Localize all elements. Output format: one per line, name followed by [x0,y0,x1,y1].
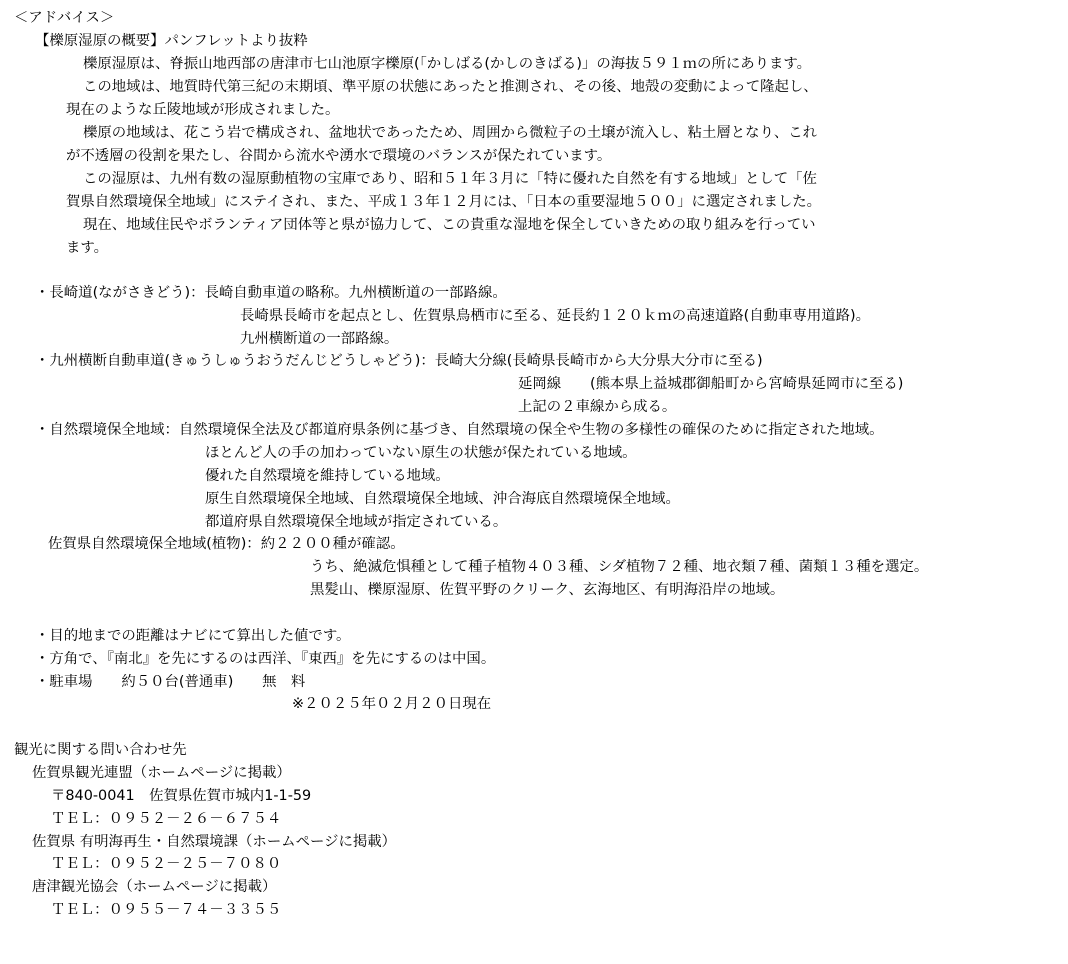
note-parking: ・駐車場 約５０台(普通車) 無 料 [35,674,306,690]
note-nagasaki-expressway: ・長崎道(ながさきどう)：長崎自動車道の略称。九州横断道の一部路線。 [35,285,507,301]
note-continuation-line: 長崎県長崎市を起点とし、佐賀県鳥栖市に至る、延長約１２０ｋｍの高速道路(自動車専用道路)。 [240,308,871,324]
advice-heading: ＜アドバイス＞ [14,10,115,26]
overview-paragraph-line: が不透層の役割を果たし、谷間から流水や湧水で環境のバランスが保たれています。 [66,148,612,164]
overview-paragraph-line: 櫟原の地域は、花こう岩で構成され、盆地状であったため、周囲から微粒子の土壌が流入し、粘土層となり、これ [83,125,818,141]
overview-paragraph-line: 賀県自然環境保全地域」にステイされ、また、平成１３年１２月には、「日本の重要湿地５００」に選定されました。 [66,194,822,210]
overview-paragraph-line: この湿原は、九州有数の湿原動植物の宝庫であり、昭和５１年３月に「特に優れた自然を有する地域」として「佐 [83,171,817,187]
note-nature-conservation-area: ・自然環境保全地域：自然環境保全法及び都道府県条例に基づき、自然環境の保全や生物の多様性の確保のために指定された地域。 [35,422,884,438]
overview-paragraph-line: 現在のような丘陵地域が形成されました。 [66,102,340,118]
contact-phone: ＴＥＬ：０９５２－２５－７０８０ [51,856,282,872]
note-distance: ・目的地までの距離はナビにて算出した値です。 [35,628,351,644]
note-continuation-line: 優れた自然環境を維持している地域。 [205,468,450,484]
note-kyushu-odan-expressway: ・九州横断自動車道(きゅうしゅうおうだんじどうしゃどう)：長崎大分線(長崎県長崎市から大分県大分市に至る) [35,353,763,369]
note-continuation-line: 延岡線 (熊本県上益城郡御船町から宮崎県延岡市に至る) [518,376,904,392]
note-saga-conservation-plants: 佐賀県自然環境保全地域(植物)：約２２００種が確認。 [48,536,405,552]
note-continuation-line: ほとんど人の手の加わっていない原生の状態が保たれている地域。 [205,445,637,461]
contact-address: 〒840-0041 佐賀県佐賀市城内1-1-59 [51,788,312,804]
note-continuation-line: うち、絶滅危惧種として種子植物４０３種、シダ植物７２種、地衣類７種、菌類１３種を選定。 [310,559,929,575]
contact-heading: 観光に関する問い合わせ先 [14,742,187,758]
contact-phone: ＴＥＬ：０９５２－２６－６７５４ [51,811,282,827]
contact-saga-tourism-federation: 佐賀県観光連盟（ホームページに掲載） [32,765,291,781]
note-direction: ・方角で、『南北』を先にするのは西洋、『東西』を先にするのは中国。 [35,651,496,667]
note-continuation-line: 九州横断道の一部路線。 [240,331,399,347]
section-title-kashibaru-overview: 【櫟原湿原の概要】パンフレットより抜粋 [35,33,308,49]
overview-paragraph-line: 現在、地域住民やボランティア団体等と県が協力して、この貴重な湿地を保全していきための取り組みを行ってい [83,217,816,233]
contact-ariake-environment-division: 佐賀県 有明海再生・自然環境課（ホームページに掲載） [32,834,397,850]
note-continuation-line: 原生自然環境保全地域、自然環境保全地域、沖合海底自然環境保全地域。 [205,491,680,507]
overview-paragraph-line: ます。 [66,240,109,256]
as-of-date: ※２０２５年０２月２０日現在 [292,696,492,712]
contact-karatsu-tourism-association: 唐津観光協会（ホームページに掲載） [32,879,277,895]
overview-paragraph-line: 櫟原湿原は、脊振山地西部の唐津市七山池原字櫟原(「かしばる(かしのきばる)」の海抜５９１ｍの所にあります。 [83,56,812,72]
overview-paragraph-line: この地域は、地質時代第三紀の末期頃、準平原の状態にあったと推測され、その後、地殻の変動によって隆起し、 [83,79,818,95]
note-continuation-line: 都道府県自然環境保全地域が指定されている。 [205,514,508,530]
contact-phone: ＴＥＬ：０９５５－７４－３３５５ [51,902,282,918]
note-continuation-line: 黒髪山、櫟原湿原、佐賀平野のクリーク、玄海地区、有明海沿岸の地域。 [310,582,785,598]
note-continuation-line: 上記の２車線から成る。 [518,399,677,415]
